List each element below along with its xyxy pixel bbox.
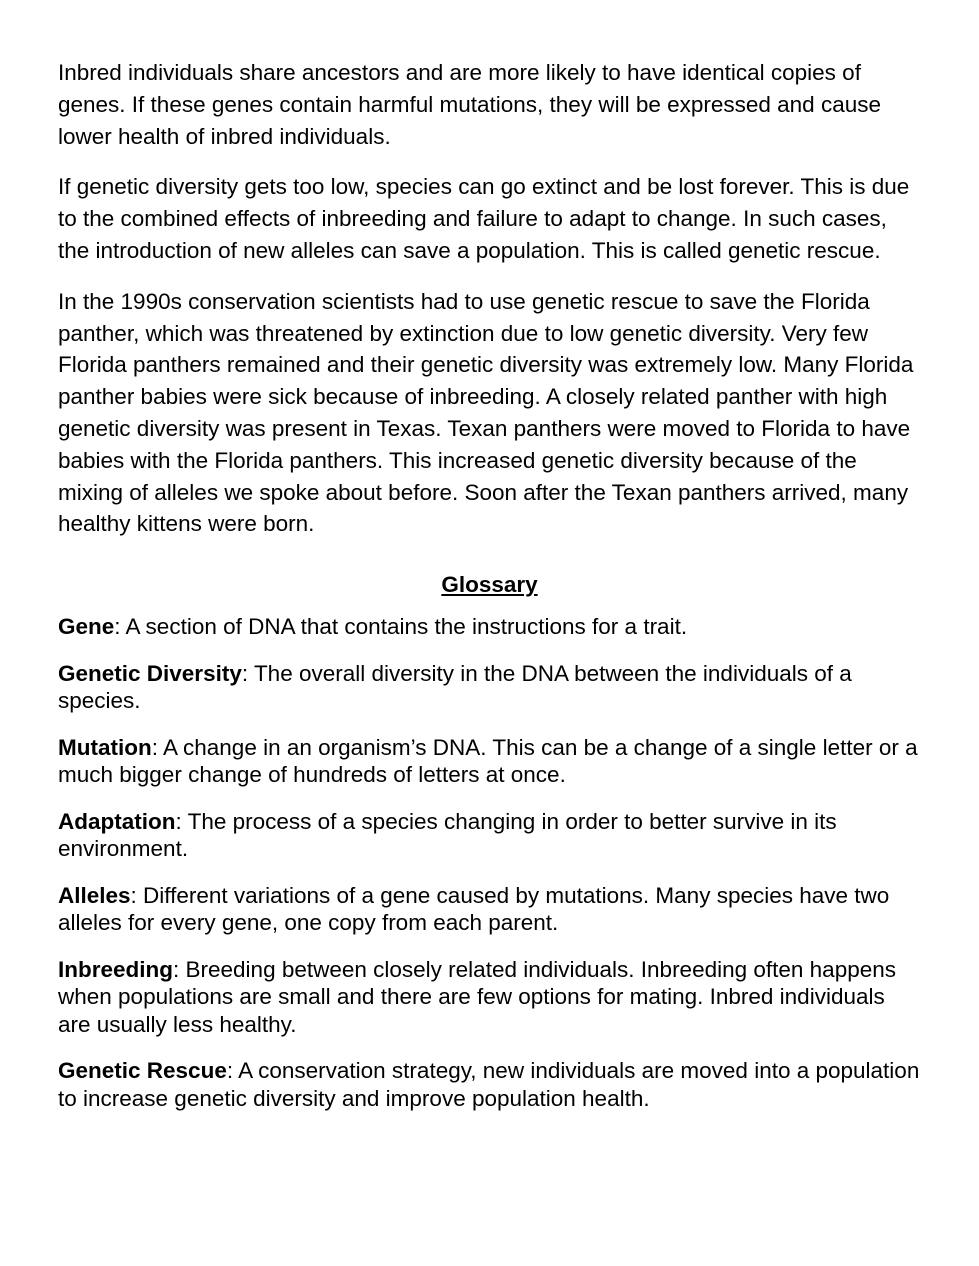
glossary-definition: : A section of DNA that contains the instructions for a trait. bbox=[114, 614, 688, 640]
paragraph-florida-panther: In the 1990s conservation scientists had to use genetic rescue to save the Florida panther, which was threatened by extinction due to low genetic diversity. Very few Florida panthers remained and their genetic diversity was extremely low. Many Florida panther babies were sick because of inbreeding. A closely related panther with high genetic diversity was present in Texas. Texan panthers were moved to Florida to have babies with the Florida panthers. This increased genetic diversity because of the mixing of alleles we spoke about before. Soon after the Texan panthers arrived, many healthy kittens were born. bbox=[58, 288, 914, 537]
glossary-definition: : The overall diversity in the DNA between the individuals of a species. bbox=[58, 660, 852, 714]
glossary-entry-inbreeding bbox=[58, 956, 921, 1039]
glossary-heading: Glossary bbox=[441, 572, 538, 598]
glossary-term: Inbreeding bbox=[58, 956, 174, 982]
glossary-entry-gene bbox=[58, 613, 921, 641]
glossary-definition: : The process of a species changing in order to better survive in its environment. bbox=[58, 808, 837, 862]
glossary-term: Alleles bbox=[58, 882, 131, 908]
glossary-term: Genetic Rescue bbox=[58, 1058, 227, 1084]
glossary-entry-adaptation bbox=[58, 808, 921, 863]
glossary-term: Adaptation bbox=[58, 808, 176, 834]
glossary-definition: : A change in an organism’s DNA. This can be a change of a single letter or a much bigger change of hundreds of letters at once. bbox=[58, 734, 918, 788]
glossary-definition: : Different variations of a gene caused by mutations. Many species have two alleles for every gene, one copy from each parent. bbox=[58, 882, 890, 936]
glossary-term: Mutation bbox=[58, 734, 152, 760]
glossary-term: Genetic Diversity bbox=[58, 660, 242, 686]
glossary-entry-genetic-rescue bbox=[58, 1057, 921, 1112]
glossary-term: Gene bbox=[58, 614, 115, 640]
glossary-entry-mutation bbox=[58, 734, 921, 789]
glossary-definition: : Breeding between closely related individuals. Inbreeding often happens when populations are small and there are few options for mating. Inbred individuals are usually less healthy. bbox=[58, 956, 897, 1037]
glossary-entry-genetic-diversity bbox=[58, 660, 921, 715]
paragraph-genetic-diversity-low: If genetic diversity gets too low, species can go extinct and be lost forever. This is due to the combined effects of inbreeding and failure to adapt to change. In such cases, the introduction of new alleles can save a population. This is called genetic rescue. bbox=[58, 174, 910, 263]
paragraph-inbred-individuals: Inbred individuals share ancestors and are more likely to have identical copies of genes. If these genes contain harmful mutations, they will be expressed and cause lower health of inbred individuals. bbox=[58, 60, 881, 149]
glossary-definition: : A conservation strategy, new individuals are moved into a population to increase genetic diversity and improve population health. bbox=[58, 1058, 920, 1111]
glossary-entry-alleles bbox=[58, 882, 921, 937]
